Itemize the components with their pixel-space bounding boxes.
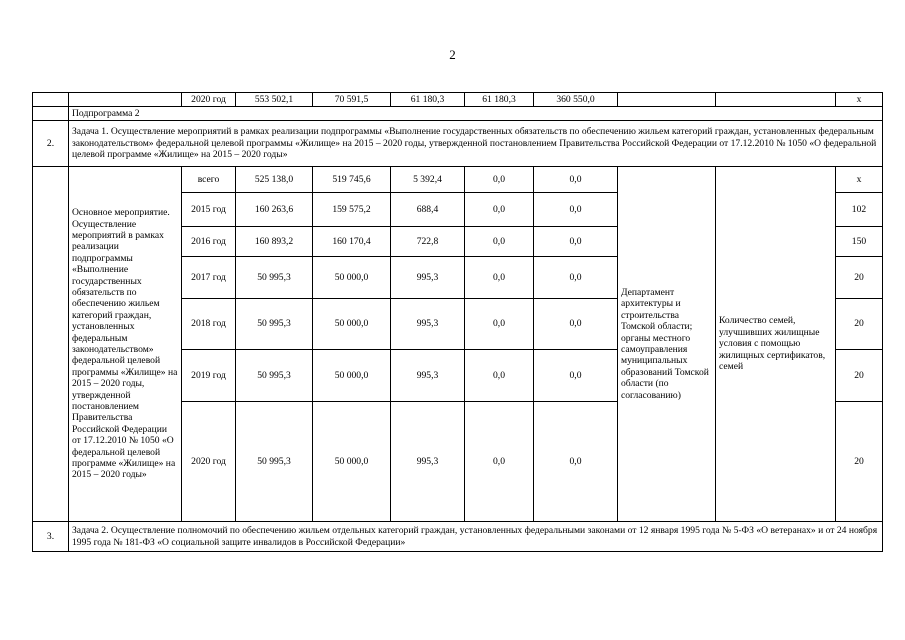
external-cell: 0,0	[534, 167, 618, 193]
table-row	[33, 167, 883, 193]
indicator-cell: Количество семей, улучшивших жилищные условия с помощью жилищных сертификатов, семей	[716, 167, 836, 522]
total-cell: 50 995,3	[236, 350, 313, 402]
regional-cell: 995,3	[391, 402, 465, 522]
local-cell: 0,0	[465, 193, 534, 227]
table-row	[33, 107, 883, 121]
indicator-value-cell: 150	[836, 227, 883, 257]
federal-cell: 519 745,6	[313, 167, 391, 193]
table-cell	[618, 93, 716, 107]
table-cell	[33, 93, 69, 107]
table-cell	[33, 167, 69, 522]
year-cell: 2015 год	[182, 193, 236, 227]
local-cell: 0,0	[465, 257, 534, 299]
indicator-value-cell: x	[836, 93, 883, 107]
year-cell: 2020 год	[182, 402, 236, 522]
external-cell: 0,0	[534, 257, 618, 299]
year-cell: 2017 год	[182, 257, 236, 299]
total-cell: 553 502,1	[236, 93, 313, 107]
local-cell: 0,0	[465, 227, 534, 257]
regional-cell: 722,8	[391, 227, 465, 257]
local-cell: 0,0	[465, 167, 534, 193]
federal-cell: 50 000,0	[313, 299, 391, 350]
task-1-text: Задача 1. Осуществление мероприятий в рамках реализации подпрограммы «Выполнение государственных обязательств по обеспечению жильем категорий граждан, установленных федеральным законодательством» федеральной целевой программы «Жилище» на 2015 – 2020 годы, утвержденной постановлением Правительства Российской Федерации от 17.12.2010 № 1050 «О федеральной целевой программе «Жилище» на 2015 – 2020 годы»	[69, 121, 883, 167]
table-row	[33, 93, 883, 107]
regional-cell: 688,4	[391, 193, 465, 227]
regional-cell: 995,3	[391, 257, 465, 299]
total-cell: 50 995,3	[236, 299, 313, 350]
executor-cell: Департамент архитектуры и строительства Томской области; органы местного самоуправления муниципальных образований Томской области (по согласованию)	[618, 167, 716, 522]
external-cell: 0,0	[534, 350, 618, 402]
year-cell: 2020 год	[182, 93, 236, 107]
external-cell: 0,0	[534, 227, 618, 257]
local-cell: 0,0	[465, 350, 534, 402]
year-cell: всего	[182, 167, 236, 193]
table-row	[33, 522, 883, 552]
regional-cell: 995,3	[391, 350, 465, 402]
regional-cell: 61 180,3	[391, 93, 465, 107]
total-cell: 50 995,3	[236, 402, 313, 522]
year-cell: 2019 год	[182, 350, 236, 402]
federal-cell: 50 000,0	[313, 402, 391, 522]
federal-cell: 160 170,4	[313, 227, 391, 257]
total-cell: 525 138,0	[236, 167, 313, 193]
indicator-value-cell: 20	[836, 299, 883, 350]
table-cell	[716, 93, 836, 107]
year-cell: 2016 год	[182, 227, 236, 257]
main-event-title: Основное мероприятие. Осуществление мероприятий в рамках реализации подпрограммы «Выполнение государственных обязательств по обеспечению жильем категорий граждан, установленных федеральным законодательством» федеральной целевой программы «Жилище» на 2015 – 2020 годы, утвержденной постановлением Правительства Российской Федерации от 17.12.2010 № 1050 «О федеральной целевой программе «Жилище» на 2015 – 2020 годы»	[69, 167, 182, 522]
table-cell	[33, 107, 69, 121]
local-cell: 61 180,3	[465, 93, 534, 107]
task-2-text: Задача 2. Осуществление полномочий по обеспечению жильем отдельных категорий граждан, установленных федеральными законами от 12 января 1995 года № 5-ФЗ «О ветеранах» и от 24 ноября 1995 года № 181-ФЗ «О социальной защите инвалидов в Российской Федерации»	[69, 522, 883, 552]
regional-cell: 5 392,4	[391, 167, 465, 193]
year-cell: 2018 год	[182, 299, 236, 350]
external-cell: 0,0	[534, 402, 618, 522]
federal-cell: 50 000,0	[313, 257, 391, 299]
regional-cell: 995,3	[391, 299, 465, 350]
local-cell: 0,0	[465, 402, 534, 522]
subprogram-title: Подпрограмма 2	[69, 107, 883, 121]
indicator-value-cell: 20	[836, 257, 883, 299]
program-table	[32, 92, 883, 552]
total-cell: 160 893,2	[236, 227, 313, 257]
external-cell: 0,0	[534, 193, 618, 227]
row-number: 3.	[33, 522, 69, 552]
indicator-value-cell: 20	[836, 402, 883, 522]
indicator-value-cell: x	[836, 167, 883, 193]
federal-cell: 159 575,2	[313, 193, 391, 227]
external-cell: 0,0	[534, 299, 618, 350]
external-cell: 360 550,0	[534, 93, 618, 107]
federal-cell: 50 000,0	[313, 350, 391, 402]
table-cell	[69, 93, 182, 107]
indicator-value-cell: 102	[836, 193, 883, 227]
indicator-value-cell: 20	[836, 350, 883, 402]
local-cell: 0,0	[465, 299, 534, 350]
total-cell: 50 995,3	[236, 257, 313, 299]
page-number: 2	[449, 47, 456, 62]
row-number: 2.	[33, 121, 69, 167]
federal-cell: 70 591,5	[313, 93, 391, 107]
table-row	[33, 121, 883, 167]
total-cell: 160 263,6	[236, 193, 313, 227]
